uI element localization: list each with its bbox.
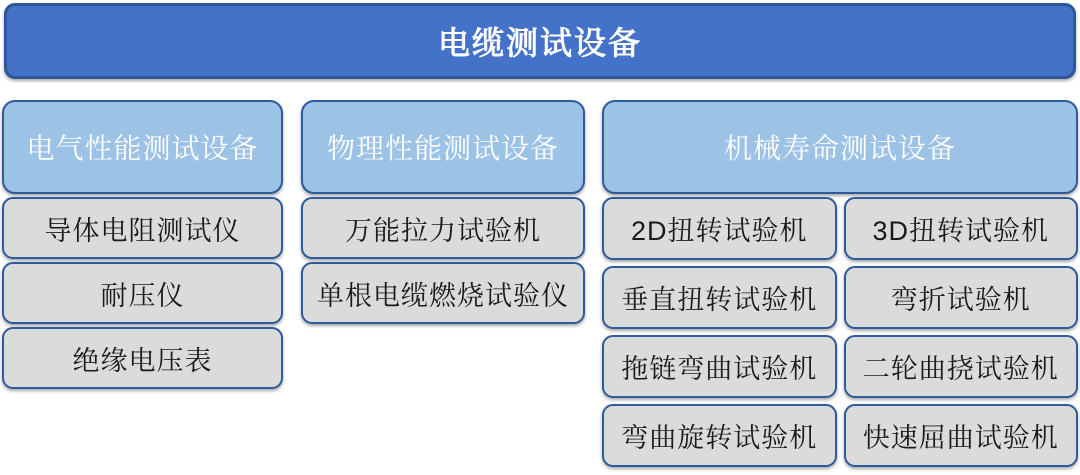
item-3d-torsion-machine: 3D扭转试验机 xyxy=(844,197,1079,260)
item-conductor-resistance-tester: 导体电阻测试仪 xyxy=(2,197,283,259)
item-insulation-voltmeter: 绝缘电压表 xyxy=(2,327,283,389)
group-header-electrical: 电气性能测试设备 xyxy=(2,100,283,194)
item-bending-test-machine: 弯折试验机 xyxy=(844,266,1079,329)
root-node-cable-testing-equipment xyxy=(4,3,1076,79)
group-physical-performance xyxy=(301,100,585,324)
item-drag-chain-bending-machine: 拖链弯曲试验机 xyxy=(602,335,837,398)
item-2d-torsion-machine: 2D扭转试验机 xyxy=(602,197,837,260)
item-two-wheel-flexing-machine: 二轮曲挠试验机 xyxy=(844,335,1079,398)
item-bending-rotation-machine: 弯曲旋转试验机 xyxy=(602,404,837,467)
mechanical-items-grid xyxy=(602,197,1078,467)
item-rapid-flexing-machine: 快速屈曲试验机 xyxy=(844,404,1079,467)
item-withstand-voltage-tester: 耐压仪 xyxy=(2,262,283,324)
item-vertical-torsion-machine: 垂直扭转试验机 xyxy=(602,266,837,329)
page-title: 电缆测试设备 xyxy=(437,25,642,61)
item-single-cable-burning-tester: 单根电缆燃烧试验仪 xyxy=(301,262,585,324)
group-header-physical: 物理性能测试设备 xyxy=(301,100,585,194)
group-header-mechanical: 机械寿命测试设备 xyxy=(602,100,1078,194)
item-universal-tensile-machine: 万能拉力试验机 xyxy=(301,197,585,259)
group-electrical-performance xyxy=(2,100,283,389)
group-mechanical-life xyxy=(602,100,1078,467)
